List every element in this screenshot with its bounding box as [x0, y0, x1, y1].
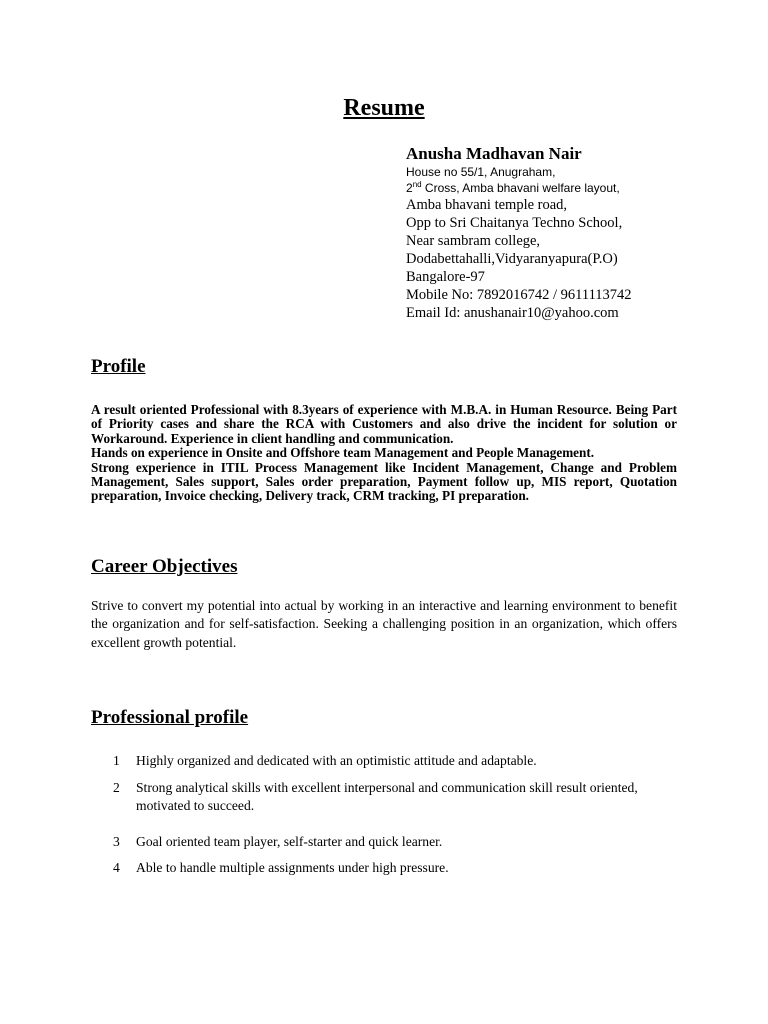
- list-item: [91, 859, 651, 878]
- career-objectives-heading: Career Objectives: [91, 556, 238, 577]
- item-text: Strong analytical skills with excellent interpersonal and communication skill result oriented, motivated to succeed.: [136, 779, 638, 813]
- mobile-number: Mobile No: 7892016742 / 9611113742: [406, 287, 632, 303]
- item-text: Goal oriented team player, self-starter and quick learner.: [136, 833, 443, 849]
- contact-block: [406, 144, 746, 322]
- profile-paragraph: A result oriented Professional with 8.3years of experience with M.B.A. in Human Resource. Being Part of Priority cases and share the RCA with Customers and also drive the incident for solution or Workaround. Experience in client handling and communication.: [91, 402, 677, 446]
- list-item: [91, 752, 651, 771]
- profile-paragraph: Hands on experience in Onsite and Offshore team Management and People Management.: [91, 445, 595, 461]
- email-address: Email Id: anushanair10@yahoo.com: [406, 305, 619, 321]
- professional-profile-list: [91, 752, 651, 878]
- item-number: 2: [113, 779, 120, 795]
- profile-paragraph: Strong experience in ITIL Process Management like Incident Management, Change and Problem Management, Sales support, Sales order preparation, Payment follow up, MIS report, Quotation preparation, Invoice checking, Delivery track, CRM tracking, PI preparation.: [91, 459, 677, 504]
- item-number: 3: [113, 833, 120, 849]
- item-text: Able to handle multiple assignments under high pressure.: [136, 860, 449, 875]
- list-item: [91, 833, 651, 852]
- candidate-name: Anusha Madhavan Nair: [406, 144, 582, 163]
- address-line: [406, 180, 746, 196]
- address-line: Bangalore-97: [406, 269, 485, 285]
- item-text: Highly organized and dedicated with an optimistic attitude and adaptable.: [136, 753, 537, 768]
- profile-text: [91, 403, 677, 504]
- profile-heading: Profile: [91, 356, 146, 377]
- list-item: [91, 779, 651, 816]
- career-objectives-text: Strive to convert my potential into actual by working in an interactive and learning environment to benefit the organization and for self-satisfaction. Seeking a challenging position in an organization, which offers excellent growth potential.: [91, 598, 677, 650]
- address-line-rest: Cross, Amba bhavani welfare layout,: [421, 181, 620, 195]
- document-title: Resume: [343, 95, 425, 121]
- professional-profile-heading: Professional profile: [91, 707, 249, 728]
- item-number: 4: [113, 860, 120, 875]
- address-line: Amba bhavani temple road,: [406, 197, 568, 213]
- address-line-number: 2: [406, 181, 413, 195]
- item-number: 1: [113, 753, 120, 768]
- address-line: Dodabettahalli,Vidyaranyapura(P.O): [406, 251, 618, 267]
- address-line: House no 55/1, Anugraham,: [406, 165, 556, 179]
- address-line: Near sambram college,: [406, 233, 541, 249]
- ordinal-suffix: nd: [412, 180, 422, 189]
- address-line: Opp to Sri Chaitanya Techno School,: [406, 215, 623, 231]
